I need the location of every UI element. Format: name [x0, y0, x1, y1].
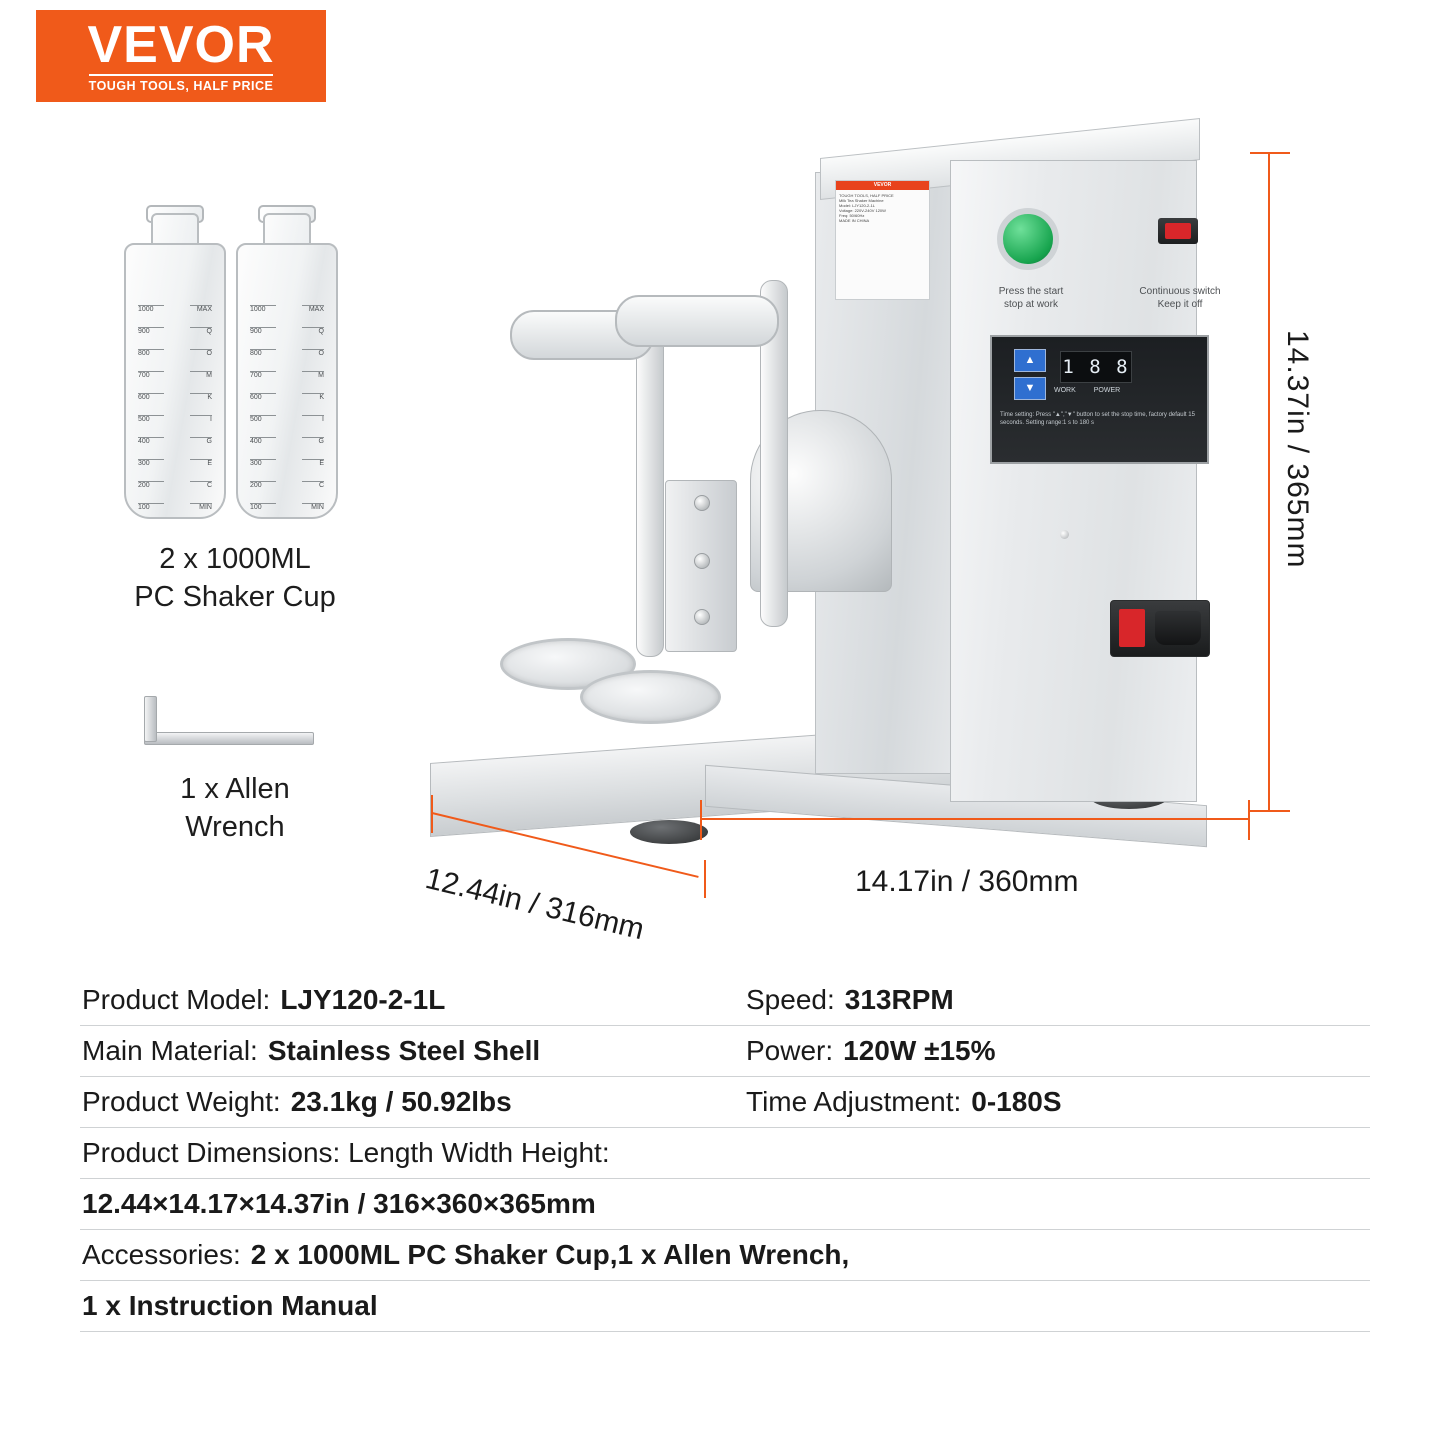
brand-name: VEVOR [87, 16, 275, 74]
depth-dimension-tick-left [431, 795, 433, 833]
sticker-brand: VEVOR [836, 181, 929, 190]
height-dimension-line [1268, 152, 1270, 812]
spec-row-dimensions-label [80, 1128, 1370, 1179]
cup-body [124, 243, 226, 519]
allen-wrench-caption-line1: 1 x Allen [180, 773, 290, 805]
control-panel[interactable] [990, 335, 1209, 464]
height-dimension-label: 14.37in / 365mm [1281, 330, 1314, 569]
sticker-line4: Freq: 50/60Hz [839, 213, 865, 218]
allen-wrench-caption-line2: Wrench [185, 811, 285, 843]
width-dimension-tick-left [700, 800, 702, 840]
spec-cell-time [704, 1086, 1368, 1118]
spec-label-dimensions: Product Dimensions: Length Width Height: [82, 1137, 610, 1168]
switch-caption-line2: Keep it off [1157, 299, 1203, 310]
wrench-long-arm [144, 732, 314, 745]
depth-dimension-label: 12.44in / 316mm [422, 862, 648, 947]
brand-logo [36, 10, 326, 102]
spec-value-accessories-cont: 1 x Instruction Manual [82, 1290, 378, 1321]
shaker-cup-right [236, 205, 334, 515]
product-label-sticker [835, 180, 930, 300]
switch-caption-line1: Continuous switch [1139, 286, 1221, 297]
spec-cell-material [82, 1035, 704, 1067]
machine-foot [630, 820, 708, 844]
allen-wrench-icon [130, 690, 320, 770]
spec-row-accessories-cont [80, 1281, 1370, 1332]
screw-icon [1060, 530, 1069, 539]
spec-cell-dimensions-label [82, 1137, 1368, 1169]
spec-cell-model [82, 984, 704, 1016]
spec-cell-accessories-cont [82, 1290, 1368, 1322]
start-caption-line2: stop at work [1004, 299, 1058, 310]
start-caption-line1: Press the start [998, 286, 1064, 297]
sticker-line3: Voltage: 220V-240V 120W [839, 208, 886, 213]
cup-body [236, 243, 338, 519]
spec-value-weight: 23.1kg / 50.92lbs [290, 1086, 512, 1117]
spec-label-time: Time Adjustment: [746, 1086, 962, 1117]
shaker-cup-left [124, 205, 222, 515]
increase-time-button[interactable]: ▲ [1014, 349, 1046, 372]
bolt-icon [694, 495, 710, 511]
depth-dimension-tick-right [704, 860, 706, 898]
shaker-cups-caption-line1: 2 x 1000ML [159, 543, 311, 575]
specification-table [80, 975, 1370, 1332]
decrease-time-button[interactable]: ▼ [1014, 377, 1046, 400]
height-dimension-tick-bottom [1250, 810, 1290, 812]
product-illustration [420, 130, 1270, 890]
spec-label-power: Power: [746, 1035, 834, 1066]
brand-tagline: TOUGH TOOLS, HALF PRICE [89, 74, 274, 93]
wrench-short-arm [144, 696, 157, 742]
continuous-switch[interactable] [1158, 218, 1198, 244]
spec-label-speed: Speed: [746, 984, 835, 1015]
led-work-label: WORK [1054, 387, 1076, 394]
spec-row [80, 975, 1370, 1026]
spec-row-dimensions-value [80, 1179, 1370, 1230]
spec-label-accessories: Accessories: [82, 1239, 241, 1270]
spec-value-model: LJY120-2-1L [280, 984, 446, 1015]
sticker-line5: MADE IN CHINA [839, 218, 870, 223]
spec-value-speed: 313RPM [844, 984, 954, 1015]
sticker-subheader: TOUGH TOOLS, HALF PRICE [839, 193, 894, 198]
power-rocker-switch[interactable] [1119, 609, 1145, 647]
power-socket-icon [1155, 611, 1201, 645]
allen-wrench-caption [90, 770, 380, 846]
spec-row [80, 1026, 1370, 1077]
spec-value-accessories: 2 x 1000ML PC Shaker Cup,1 x Allen Wrench, [250, 1239, 850, 1270]
status-leds [1054, 387, 1136, 394]
height-dimension-tick-top [1250, 152, 1290, 154]
bolt-icon [694, 609, 710, 625]
led-power-label: POWER [1093, 387, 1121, 394]
start-button-caption [976, 285, 1086, 311]
sticker-line1: Milk Tea Shaker Machine [839, 198, 884, 203]
spec-label-weight: Product Weight: [82, 1086, 281, 1117]
shaker-cups-caption-line2: PC Shaker Cup [134, 581, 336, 613]
spec-value-material: Stainless Steel Shell [267, 1035, 541, 1066]
sticker-line2: Model: LJY120-2-1L [839, 203, 876, 208]
time-display: 1 8 8 [1060, 351, 1132, 383]
cup-scale: 1000 MAX 900 Q 800 O 700 M 600 K 500 I 400 G 300 E 200 C 100 MIN [250, 306, 324, 511]
spec-value-time: 0-180S [971, 1086, 1062, 1117]
spec-cell-power [704, 1035, 1368, 1067]
machine-control-cabinet [950, 160, 1197, 802]
cup-scale: 1000 MAX 900 Q 800 O 700 M 600 K 500 I 400 G 300 E 200 C 100 MIN [138, 306, 212, 511]
start-stop-button[interactable] [997, 208, 1059, 270]
width-dimension-line [700, 818, 1250, 820]
spec-value-power: 120W ±15% [843, 1035, 996, 1066]
power-inlet-module[interactable] [1110, 600, 1210, 657]
cup-holder-ring [580, 670, 721, 724]
switch-caption [1120, 285, 1240, 311]
spec-label-material: Main Material: [82, 1035, 258, 1066]
spec-value-dimensions: 12.44×14.17×14.37in / 316×360×365mm [82, 1188, 596, 1219]
panel-instructions: Time setting: Press "▲","▼" button to set the stop time, factory default 15 seconds. Setting range:1 s to 180 s [1000, 412, 1195, 426]
spec-row [80, 1077, 1370, 1128]
cup-clamp [615, 295, 779, 347]
spec-cell-dimensions-value [82, 1188, 1368, 1220]
width-dimension-label: 14.17in / 360mm [855, 865, 1079, 898]
spec-cell-speed [704, 984, 1368, 1016]
shaker-cups-caption [70, 540, 400, 616]
bolt-icon [694, 553, 710, 569]
spec-label-model: Product Model: [82, 984, 271, 1015]
clamp-bracket [665, 480, 737, 652]
shaker-cups-illustration [96, 205, 376, 535]
width-dimension-tick-right [1248, 800, 1250, 840]
spec-cell-weight [82, 1086, 704, 1118]
spec-cell-accessories [82, 1239, 1368, 1271]
spec-row-accessories [80, 1230, 1370, 1281]
